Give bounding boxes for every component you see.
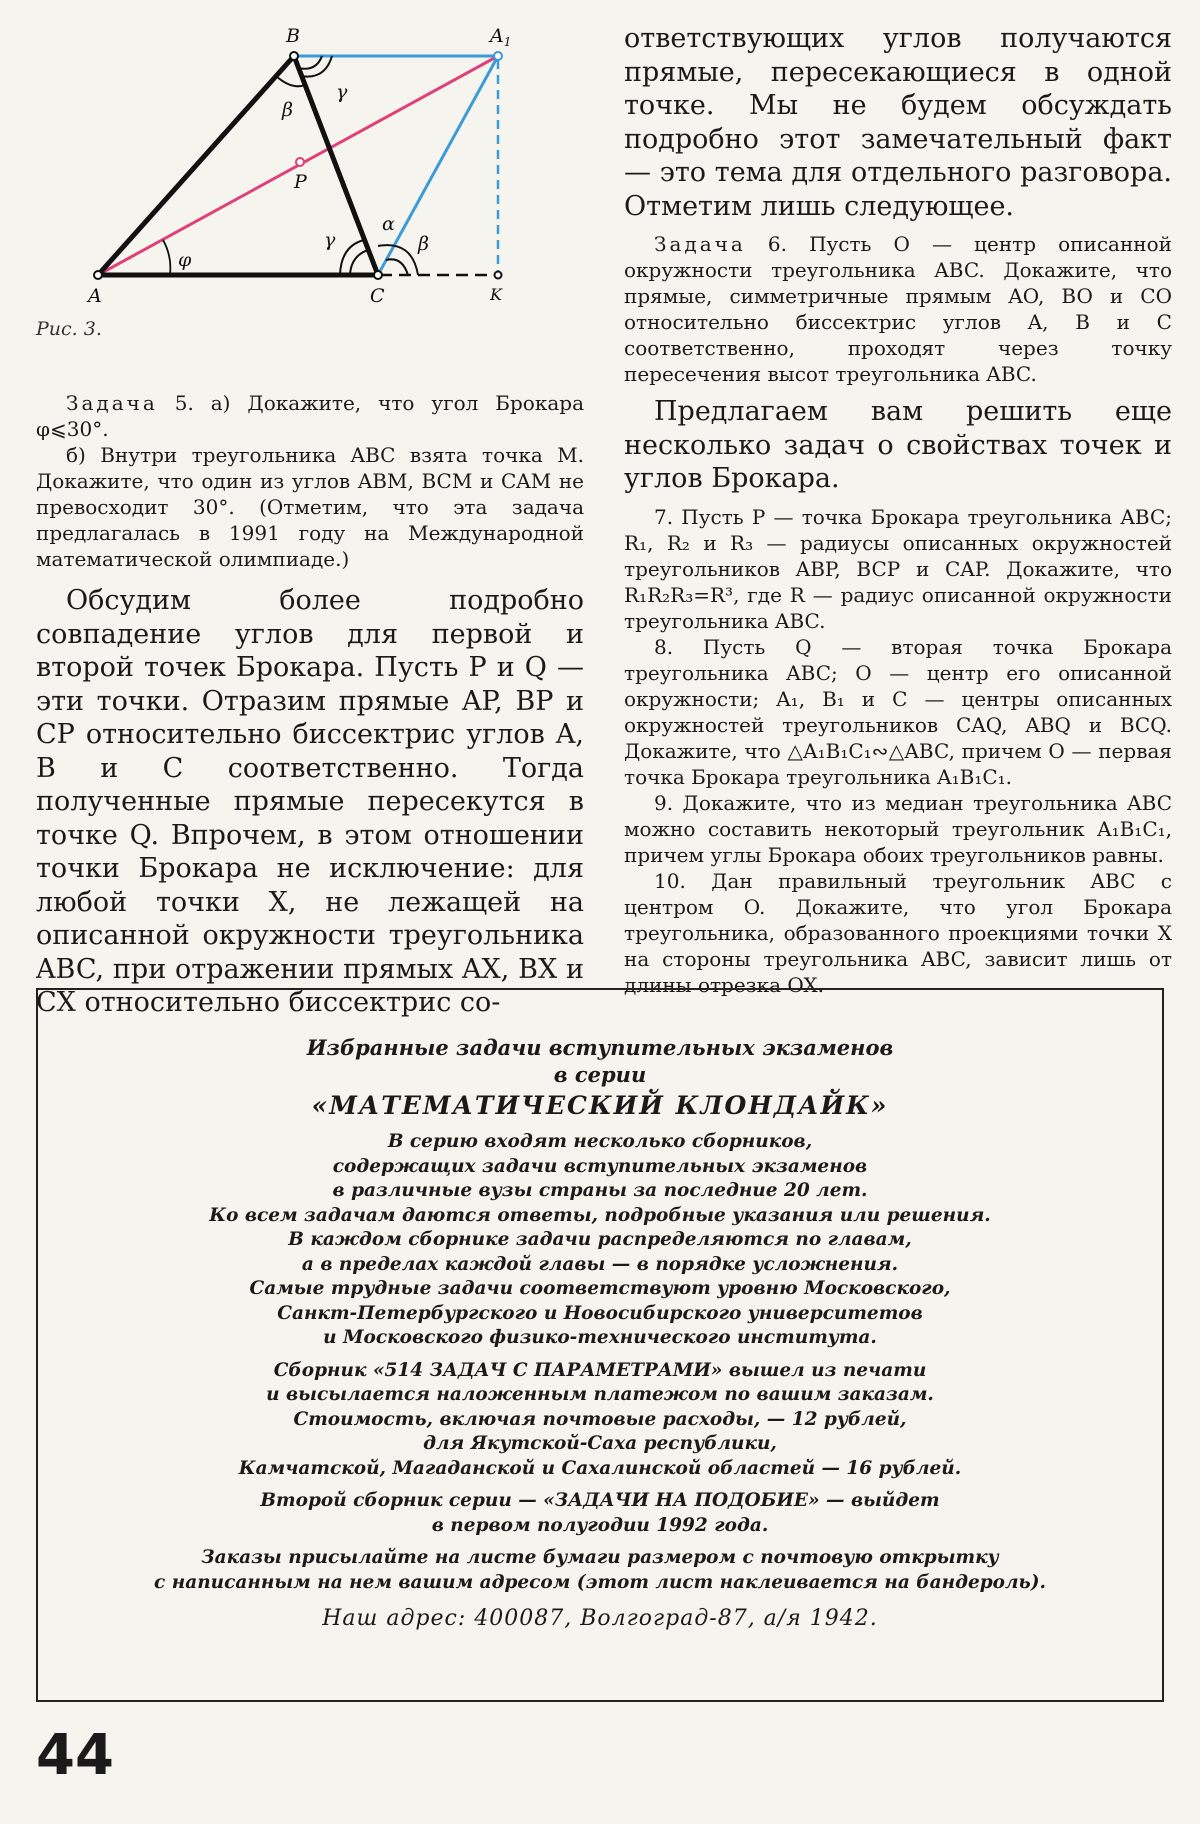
offer-block — [624, 395, 1172, 496]
label-beta-C: β — [418, 233, 429, 255]
angle-arc-A-phi — [163, 240, 170, 275]
angle-arc-C-gamma-2 — [340, 240, 364, 275]
ad-b2-line: и высылается наложенным платежом по вашим заказам. — [266, 1384, 934, 1405]
page-number: 44 — [36, 1723, 114, 1788]
label-K: K — [490, 285, 502, 304]
side-AB — [98, 56, 294, 275]
ad-b1-line: а в пределах каждой главы — в порядке усложнения. — [301, 1253, 899, 1275]
task-5-head: Задача — [66, 391, 158, 415]
main-paragraph: Обсудим более подробно совпадение углов для первой и второй точек Брокара. Пусть P и Q — эти точки. Отразим прямые AP, BP и CP относительно биссектрис углов A, B и C соответственно. Тогда полученные прямые пересекутся в точке Q. Впрочем, в этом отношении точки Брокара не исключение: для любой точки X, не лежащей на описанной окружности треугольника ABC, при отражении прямых AX, BX и CX относительно биссектрис со- — [36, 585, 584, 1018]
ad-b1-line: В каждом сборнике задачи распределяются по главам, — [288, 1229, 912, 1250]
point-A — [94, 271, 102, 279]
ad-title-line-1: Избранные задачи вступительных экзаменов — [306, 1035, 894, 1060]
problem-9: 9. Докажите, что из медиан треугольника ABC можно составить некоторый треугольник A₁B₁C₁, причем углы Брокара обоих треугольников равны. — [624, 790, 1172, 867]
ad-b2-line: для Якутской-Саха республики, — [423, 1433, 777, 1454]
ad-b1-line: Ко всем задачам даются ответы, подробные указания или решения. — [209, 1204, 991, 1226]
figure-caption: Рис. 3. — [36, 318, 102, 340]
problems-list — [624, 504, 1172, 998]
angle-arc-C-beta — [386, 259, 408, 275]
ad-b2-line: Камчатской, Магаданской и Сахалинской областей — 16 рублей. — [238, 1457, 962, 1479]
ad-b4-line: с написанным на нем вашим адресом (этот лист наклеивается на бандероль). — [154, 1571, 1046, 1593]
ad-b2-line: Сборник «514 ЗАДАЧ С ПАРАМЕТРАМИ» вышел из печати — [273, 1359, 927, 1381]
ad-title — [38, 1034, 1162, 1088]
ad-b3-line: Второй сборник серии — «ЗАДАЧИ НА ПОДОБИЕ» — выйдет — [260, 1490, 940, 1511]
ad-b1-line: Санкт-Петербургского и Новосибирского университетов — [277, 1302, 923, 1324]
label-P: P — [294, 171, 307, 193]
problem-10: 10. Дан правильный треугольник ABC с центром O. Докажите, что угол Брокара треугольника, образованного проекциями точки X на стороны треугольника ABC, зависит лишь от длины отрезка OX. — [624, 868, 1172, 997]
figure-triangle-diagram — [30, 20, 590, 370]
ad-b4-line: Заказы присылайте на листе бумаги размером с почтовую открытку — [201, 1547, 999, 1568]
ad-b2-line: Стоимость, включая почтовые расходы, — 12 рублей, — [293, 1408, 907, 1430]
angle-arc-B-gamma-2 — [301, 56, 332, 77]
point-P — [296, 158, 304, 166]
task-6-body: 6. Пусть O — центр описанной окружности треугольника ABC. Докажите, что прямые, симметричные прямым AO, BO и CO относительно биссектрис углов A, B и C соответственно, проходят через точку пересечения высот треугольника ABC. — [624, 232, 1172, 386]
advertisement-box — [36, 988, 1164, 1702]
task-5-a-text: 5. а) Докажите, что угол Брокара φ⩽30°. — [36, 391, 584, 441]
offer-paragraph: Предлагаем вам решить еще несколько задач о свойствах точек и углов Брокара. — [624, 396, 1172, 494]
label-phi-A: φ — [178, 249, 192, 271]
ad-block-3 — [38, 1489, 1162, 1538]
task-6-head: Задача — [654, 232, 746, 256]
continuation-paragraph: ответствующих углов получаются прямые, пересекающиеся в одной точке. Мы не будем обсуждать подробно этот замечательный факт — это тема для отдельного разговора. Отметим лишь следующее. — [624, 23, 1172, 222]
label-beta-B: β — [282, 99, 293, 121]
ad-block-1 — [38, 1130, 1162, 1351]
main-text — [36, 584, 584, 1020]
angle-arc-B-gamma-1 — [298, 56, 322, 69]
ad-address: Наш адрес: 400087, Волгоград-87, а/я 1942. — [322, 1606, 878, 1631]
ad-b1-line: Самые трудные задачи соответствуют уровню Московского, — [249, 1278, 951, 1299]
ad-series-name: «МАТЕМАТИЧЕСКИЙ КЛОНДАЙК» — [311, 1091, 889, 1120]
point-C — [374, 271, 382, 279]
label-alpha-C: α — [382, 213, 395, 235]
angle-arc-C-gamma-1 — [350, 250, 368, 275]
point-B — [290, 52, 298, 60]
label-gamma-C: γ — [324, 229, 336, 251]
task-5 — [36, 390, 584, 572]
task-5-b: б) Внутри треугольника ABC взята точка M. Докажите, что один из углов ABM, BCM и CAM не превосходит 30°. (Отметим, что эта задача предлагалась в 1991 году на Международной математической олимпиаде.) — [36, 443, 584, 571]
ad-b1-line: В серию входят несколько сборников, — [387, 1131, 813, 1152]
ad-b1-line: и Московского физико-технического института. — [323, 1327, 877, 1348]
task-6 — [624, 231, 1172, 387]
problem-7: 7. Пусть P — точка Брокара треугольника ABC; R₁, R₂ и R₃ — радиусы описанных окружностей треугольников ABP, BCP и CAP. Докажите, что R₁R₂R₃=R³, где R — радиус описанной окружности треугольника ABC. — [624, 504, 1172, 633]
ad-title-line-2: в серии — [553, 1062, 647, 1087]
label-A: A — [88, 285, 102, 307]
point-K — [495, 272, 502, 279]
ad-b3-line: в первом полугодии 1992 года. — [431, 1514, 769, 1536]
right-column — [624, 22, 1172, 998]
label-B: B — [286, 25, 300, 47]
problem-8: 8. Пусть Q — вторая точка Брокара треугольника ABC; O — центр его описанной окружности; A₁, B₁ и C — центры описанных окружностей треугольников CAQ, ABQ и BCQ. Докажите, что △A₁B₁C₁∾△ABC, причем O — первая точка Брокара треугольника A₁B₁C₁. — [624, 634, 1172, 789]
label-A1: $A_1$ — [490, 25, 512, 49]
point-A1 — [494, 52, 502, 60]
ad-block-2 — [38, 1359, 1162, 1482]
left-column — [36, 390, 584, 1020]
task-6-text — [624, 231, 1172, 387]
task-5-a — [36, 390, 584, 442]
label-gamma-B: γ — [336, 81, 348, 103]
right-continuation-block — [624, 22, 1172, 223]
triangle-diagram — [30, 20, 590, 320]
ad-b1-line: в различные вузы страны за последние 20 лет. — [332, 1180, 868, 1201]
label-C: C — [370, 285, 385, 307]
ad-block-4 — [38, 1546, 1162, 1595]
ad-b1-line: содержащих задачи вступительных экзаменов — [332, 1155, 868, 1177]
